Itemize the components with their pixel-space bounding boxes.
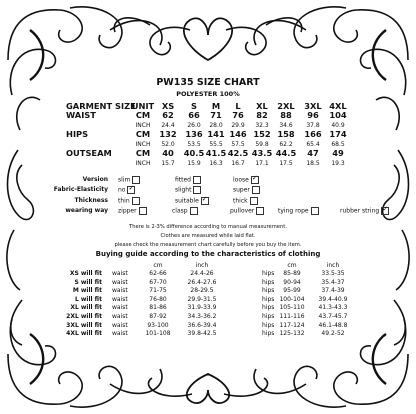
note-line: There is 2-3% difference according to manual measurement. bbox=[129, 224, 287, 230]
size-value-cell: 152 bbox=[253, 129, 271, 139]
guide-cell-inch: 29.9-31.5 bbox=[187, 295, 217, 303]
bottom-center-ornament bbox=[148, 374, 267, 403]
guide-cell-part: waist bbox=[112, 270, 128, 277]
feature-option bbox=[172, 207, 198, 215]
size-value-cell: 44.5 bbox=[275, 148, 297, 158]
guide-cell-cm2: 111-116 bbox=[279, 313, 305, 320]
checked-box-icon bbox=[127, 186, 135, 194]
size-value-cell: 141 bbox=[207, 129, 225, 139]
guide-cell-part: waist bbox=[112, 330, 128, 338]
guide-cell-cm: 76-80 bbox=[149, 295, 167, 303]
size-header-cell: S bbox=[191, 101, 197, 111]
size-value-cell: 40.5 bbox=[183, 148, 205, 158]
guide-cell-inch2: 43.7-45.7 bbox=[318, 313, 348, 320]
guide-cell-cm: 62-66 bbox=[149, 270, 167, 277]
size-value-cell: 65.4 bbox=[306, 141, 320, 148]
feature-option bbox=[175, 176, 201, 184]
guide-cell-part: waist bbox=[112, 304, 128, 312]
guide-cell-size: 3XL will fit bbox=[66, 321, 102, 329]
size-value-cell: 43.5 bbox=[251, 148, 273, 158]
size-value-cell: 15.9 bbox=[187, 160, 201, 167]
row-unit: CM bbox=[135, 148, 151, 158]
header-label: GARMENT SIZE bbox=[66, 101, 136, 111]
size-header-cell: 4XL bbox=[329, 101, 347, 111]
guide-cell-inch: 26.4-27.6 bbox=[187, 278, 217, 286]
size-value-cell: 55.5 bbox=[209, 141, 223, 148]
guide-cell-cm2: 95-99 bbox=[283, 287, 301, 295]
size-value-cell: 88 bbox=[280, 110, 292, 120]
guide-cell-size: XL will fit bbox=[70, 304, 102, 312]
guide-cell-cm: 67-70 bbox=[149, 278, 167, 286]
guide-unit-cm-2: cm bbox=[287, 262, 297, 269]
size-value-cell: 29.9 bbox=[231, 122, 245, 129]
size-value-cell: 41.5 bbox=[205, 148, 227, 158]
feature-option bbox=[118, 197, 140, 205]
guide-cell-cm: 93-100 bbox=[147, 321, 169, 329]
guide-cell-part2: hips bbox=[262, 287, 275, 295]
size-value-cell: 16.7 bbox=[231, 160, 245, 167]
guide-cell-size: XS will fit bbox=[69, 270, 102, 277]
row-label: WAIST bbox=[66, 110, 96, 120]
guide-cell-inch2: 41.3-43.3 bbox=[318, 304, 348, 312]
empty-box-icon bbox=[252, 186, 260, 194]
feature-option-label: slight bbox=[175, 186, 192, 194]
size-header-cell: M bbox=[211, 101, 221, 111]
feature-option-label: thick bbox=[233, 197, 248, 205]
empty-box-icon bbox=[250, 197, 258, 205]
size-value-cell: 158 bbox=[277, 129, 295, 139]
guide-cell-part: waist bbox=[112, 321, 128, 329]
guide-cell-inch: 36.6-39.4 bbox=[187, 321, 217, 329]
size-header-cell: 3XL bbox=[304, 101, 322, 111]
checked-box-icon bbox=[381, 207, 389, 215]
feature-option-label: no bbox=[118, 186, 126, 194]
row-unit: INCH bbox=[135, 141, 151, 148]
size-value-cell: 66 bbox=[188, 110, 200, 120]
guide-cell-inch: 39.8-42.5 bbox=[187, 330, 217, 338]
guide-cell-cm: 87-92 bbox=[149, 313, 167, 320]
row-label: HIPS bbox=[66, 129, 89, 139]
guide-cell-part: waist bbox=[112, 295, 128, 303]
feature-option-label: fitted bbox=[175, 176, 191, 184]
feature-option-label: pullover bbox=[230, 207, 255, 215]
empty-box-icon bbox=[132, 197, 140, 205]
guide-cell-part2: hips bbox=[262, 278, 275, 286]
size-value-cell: 49 bbox=[332, 148, 344, 158]
size-value-cell: 40 bbox=[162, 148, 174, 158]
size-value-cell: 40.9 bbox=[331, 122, 345, 129]
feature-label: Fabric-Elasticity bbox=[53, 186, 108, 193]
size-value-cell: 76 bbox=[232, 110, 244, 120]
feature-option bbox=[230, 207, 264, 215]
guide-cell-cm2: 105-110 bbox=[279, 304, 305, 312]
checked-box-icon bbox=[201, 197, 209, 205]
feature-label: Version bbox=[82, 176, 108, 183]
guide-cell-inch2: 33.5-35 bbox=[321, 270, 345, 277]
size-value-cell: 62.2 bbox=[279, 141, 293, 148]
feature-option bbox=[118, 186, 135, 194]
size-value-cell: 18.5 bbox=[306, 160, 320, 167]
guide-unit-inch-2: inch bbox=[326, 262, 340, 269]
guide-cell-part2: hips bbox=[262, 304, 275, 312]
guide-unit-inch: inch bbox=[195, 262, 209, 269]
checked-box-icon bbox=[251, 176, 259, 184]
size-value-cell: 28.0 bbox=[209, 122, 223, 129]
feature-option bbox=[175, 197, 209, 205]
guide-cell-cm2: 117-124 bbox=[279, 321, 305, 329]
guide-cell-cm2: 125-132 bbox=[279, 330, 305, 338]
size-value-cell: 166 bbox=[304, 129, 322, 139]
size-value-cell: 19.3 bbox=[331, 160, 345, 167]
guide-cell-part2: hips bbox=[262, 313, 275, 320]
row-unit: CM bbox=[135, 129, 151, 139]
feature-option bbox=[340, 207, 389, 215]
guide-cell-part2: hips bbox=[262, 330, 275, 338]
size-value-cell: 146 bbox=[229, 129, 247, 139]
guide-cell-size: S will fit bbox=[74, 278, 102, 286]
guide-cell-cm: 71-75 bbox=[149, 287, 167, 295]
feature-option bbox=[278, 207, 319, 215]
feature-option-label: slim bbox=[118, 176, 131, 184]
row-unit: INCH bbox=[135, 122, 151, 129]
empty-box-icon bbox=[139, 207, 147, 215]
feature-option bbox=[233, 197, 258, 205]
empty-box-icon bbox=[311, 207, 319, 215]
size-value-cell: 132 bbox=[159, 129, 177, 139]
guide-cell-part2: hips bbox=[262, 295, 275, 303]
guide-cell-size: M will fit bbox=[72, 287, 102, 295]
guide-cell-cm2: 85-89 bbox=[283, 270, 301, 277]
note-line: Clothes are measured while laid flat. bbox=[160, 233, 256, 239]
guide-cell-cm: 101-108 bbox=[145, 330, 171, 338]
guide-title: Buying guide according to the characteristics of clothing bbox=[95, 250, 321, 258]
size-value-cell: 34.6 bbox=[279, 122, 293, 129]
guide-cell-inch2: 37.4-39 bbox=[321, 287, 345, 295]
size-value-cell: 59.8 bbox=[255, 141, 269, 148]
feature-option bbox=[233, 186, 260, 194]
feature-option-label: suitable bbox=[175, 197, 199, 205]
size-value-cell: 37.8 bbox=[306, 122, 320, 129]
size-header-cell: L bbox=[235, 101, 241, 111]
feature-option-label: super bbox=[233, 186, 250, 194]
empty-box-icon bbox=[193, 176, 201, 184]
feature-option bbox=[175, 186, 201, 194]
size-value-cell: 26.0 bbox=[187, 122, 201, 129]
size-value-cell: 24.4 bbox=[161, 122, 175, 129]
guide-cell-inch: 34.3-36.2 bbox=[187, 313, 217, 320]
size-value-cell: 53.5 bbox=[187, 141, 201, 148]
size-value-cell: 32.3 bbox=[255, 122, 269, 129]
size-header-cell: XS bbox=[161, 101, 175, 111]
guide-cell-size: 2XL will fit bbox=[66, 313, 102, 320]
guide-cell-cm2: 100-104 bbox=[279, 295, 305, 303]
guide-cell-part2: hips bbox=[262, 270, 275, 277]
feature-label: Thickness bbox=[74, 197, 108, 204]
chart-title: PW135 SIZE CHART bbox=[156, 77, 260, 88]
top-center-ornament bbox=[114, 18, 302, 60]
size-value-cell: 62 bbox=[162, 110, 174, 120]
size-value-cell: 47 bbox=[307, 148, 319, 158]
size-header-cell: XL bbox=[256, 101, 268, 111]
size-value-cell: 104 bbox=[329, 110, 347, 120]
guide-cell-inch2: 46.1-48.8 bbox=[318, 321, 348, 329]
row-label: OUTSEAM bbox=[66, 148, 112, 158]
feature-option-label: zipper bbox=[118, 207, 137, 215]
guide-cell-size: 4XL will fit bbox=[66, 330, 102, 338]
guide-cell-part: waist bbox=[112, 313, 128, 320]
guide-cell-cm: 81-86 bbox=[149, 304, 167, 312]
feature-label: wearing way bbox=[65, 207, 108, 214]
guide-cell-inch2: 39.4-40.9 bbox=[318, 295, 348, 303]
feature-option-label: thin bbox=[118, 197, 130, 205]
size-value-cell: 17.5 bbox=[279, 160, 293, 167]
note-line: please check the measurement chart carefully before you buy the item. bbox=[114, 242, 302, 248]
size-value-cell: 136 bbox=[185, 129, 203, 139]
empty-box-icon bbox=[132, 176, 140, 184]
feature-option-label: rubber string bbox=[340, 207, 380, 215]
row-unit: CM bbox=[135, 110, 151, 120]
guide-cell-part2: hips bbox=[262, 321, 275, 329]
size-value-cell: 16.3 bbox=[209, 160, 223, 167]
size-value-cell: 174 bbox=[329, 129, 347, 139]
guide-cell-part: waist bbox=[112, 278, 128, 286]
feature-option bbox=[233, 176, 259, 184]
size-header-cell: 2XL bbox=[277, 101, 295, 111]
feature-option bbox=[118, 176, 140, 184]
guide-cell-part: waist bbox=[112, 287, 128, 295]
size-value-cell: 15.7 bbox=[161, 160, 175, 167]
size-value-cell: 96 bbox=[307, 110, 319, 120]
size-value-cell: 57.5 bbox=[231, 141, 245, 148]
empty-box-icon bbox=[193, 186, 201, 194]
size-value-cell: 71 bbox=[210, 110, 222, 120]
header-unit: UNIT bbox=[131, 101, 155, 111]
guide-cell-inch2: 49.2-52 bbox=[321, 330, 345, 338]
feature-option-label: loose bbox=[233, 176, 249, 184]
guide-cell-inch2: 35.4-37 bbox=[321, 278, 345, 286]
size-value-cell: 42.5 bbox=[227, 148, 249, 158]
guide-cell-inch: 28-29.5 bbox=[190, 287, 214, 295]
guide-cell-size: L will fit bbox=[74, 295, 102, 303]
size-value-cell: 82 bbox=[256, 110, 268, 120]
size-value-cell: 68.5 bbox=[331, 141, 345, 148]
feature-option bbox=[118, 207, 147, 215]
empty-box-icon bbox=[256, 207, 264, 215]
guide-cell-inch: 31.9-33.9 bbox=[187, 304, 217, 312]
feature-option-label: clasp bbox=[172, 207, 188, 215]
guide-cell-cm2: 90-94 bbox=[283, 278, 301, 286]
guide-cell-inch: 24.4-26 bbox=[190, 270, 214, 277]
size-value-cell: 52.0 bbox=[161, 141, 175, 148]
row-unit: INCH bbox=[135, 160, 151, 167]
size-value-cell: 17.1 bbox=[255, 160, 269, 167]
guide-unit-cm: cm bbox=[153, 262, 163, 269]
material-label: POLYESTER 100% bbox=[176, 90, 240, 98]
empty-box-icon bbox=[190, 207, 198, 215]
feature-option-label: tying rope bbox=[278, 207, 309, 215]
